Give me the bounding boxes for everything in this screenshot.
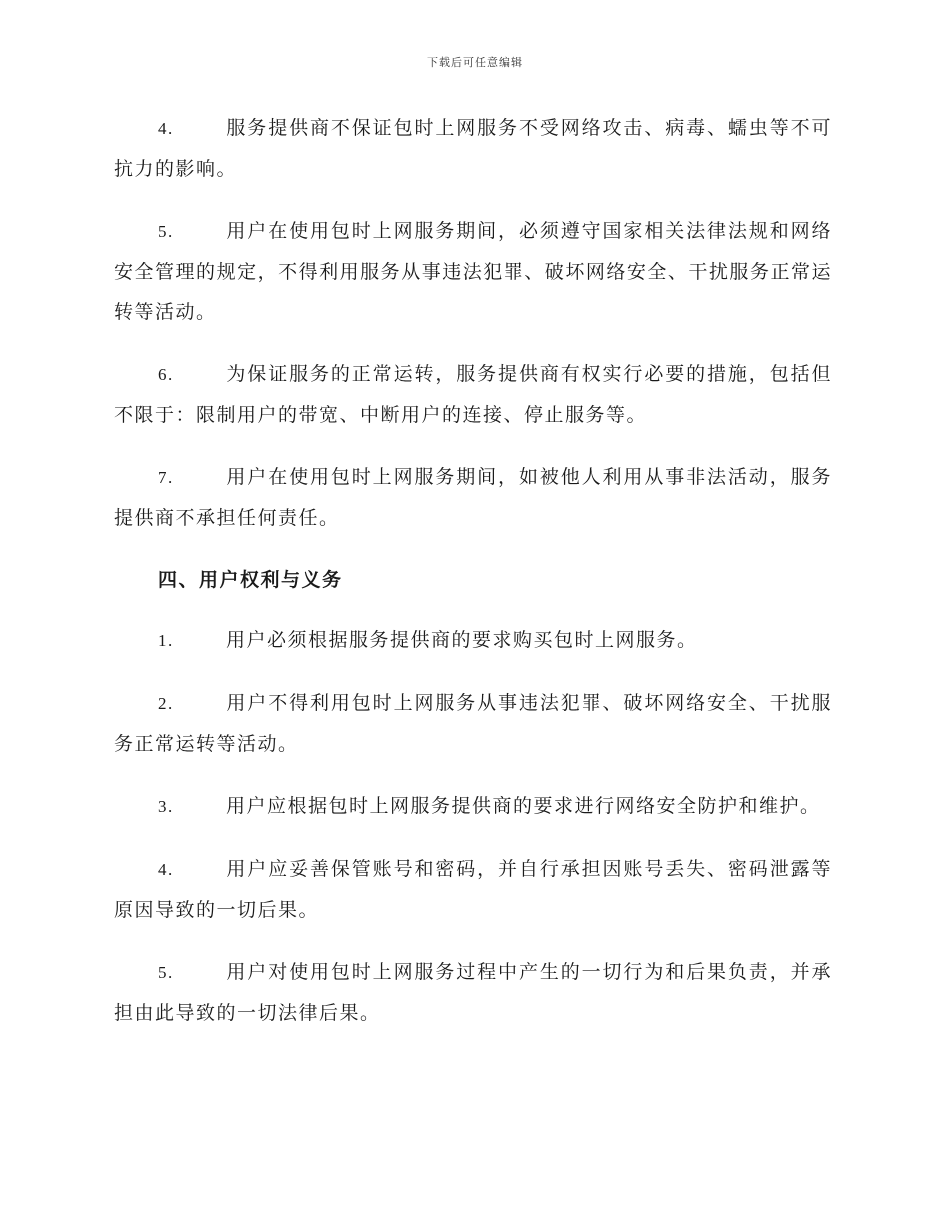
clause-number: 3. [158,797,174,816]
clause-a6 [114,354,832,435]
clause-number: 1. [158,631,174,650]
clause-text: 用户对使用包时上网服务过程中产生的一切行为和后果负责，并承担由此导致的一切法律后果。 [114,961,832,1024]
clause-text: 为保证服务的正常运转，服务提供商有权实行必要的措施，包括但不限于：限制用户的带宽、中断用户的连接、停止服务等。 [114,363,832,426]
clause-b5 [114,952,832,1033]
clause-number: 7. [158,468,174,487]
clause-text: 用户在使用包时上网服务期间，如被他人利用从事非法活动，服务提供商不承担任何责任。 [114,466,832,529]
clause-text: 服务提供商不保证包时上网服务不受网络攻击、病毒、蠕虫等不可抗力的影响。 [114,117,832,180]
section-heading: 四、用户权利与义务 [158,569,343,591]
clause-b3 [114,786,832,827]
clause-text: 用户应根据包时上网服务提供商的要求进行网络安全防护和维护。 [226,795,821,817]
clause-a7 [114,457,832,538]
clause-text: 用户在使用包时上网服务期间，必须遵守国家相关法律法规和网络安全管理的规定，不得利用服务从事违法犯罪、破坏网络安全、干扰服务正常运转等活动。 [114,220,832,323]
document-body [114,108,832,1055]
clause-number: 5. [158,222,174,241]
clause-a5 [114,211,832,332]
clause-number: 5. [158,963,174,982]
clause-b1 [114,620,832,661]
page-header: 下载后可任意编辑 [427,56,523,69]
clause-text: 用户不得利用包时上网服务从事违法犯罪、破坏网络安全、干扰服务正常运转等活动。 [114,692,832,755]
clause-number: 6. [158,365,174,384]
clause-number: 2. [158,694,174,713]
clause-number: 4. [158,860,174,879]
clause-number: 4. [158,119,174,138]
clause-b2 [114,683,832,764]
clause-text: 用户应妥善保管账号和密码，并自行承担因账号丢失、密码泄露等原因导致的一切后果。 [114,858,832,921]
clause-b4 [114,849,832,930]
clause-text: 用户必须根据服务提供商的要求购买包时上网服务。 [226,629,698,651]
clause-a4 [114,108,832,189]
